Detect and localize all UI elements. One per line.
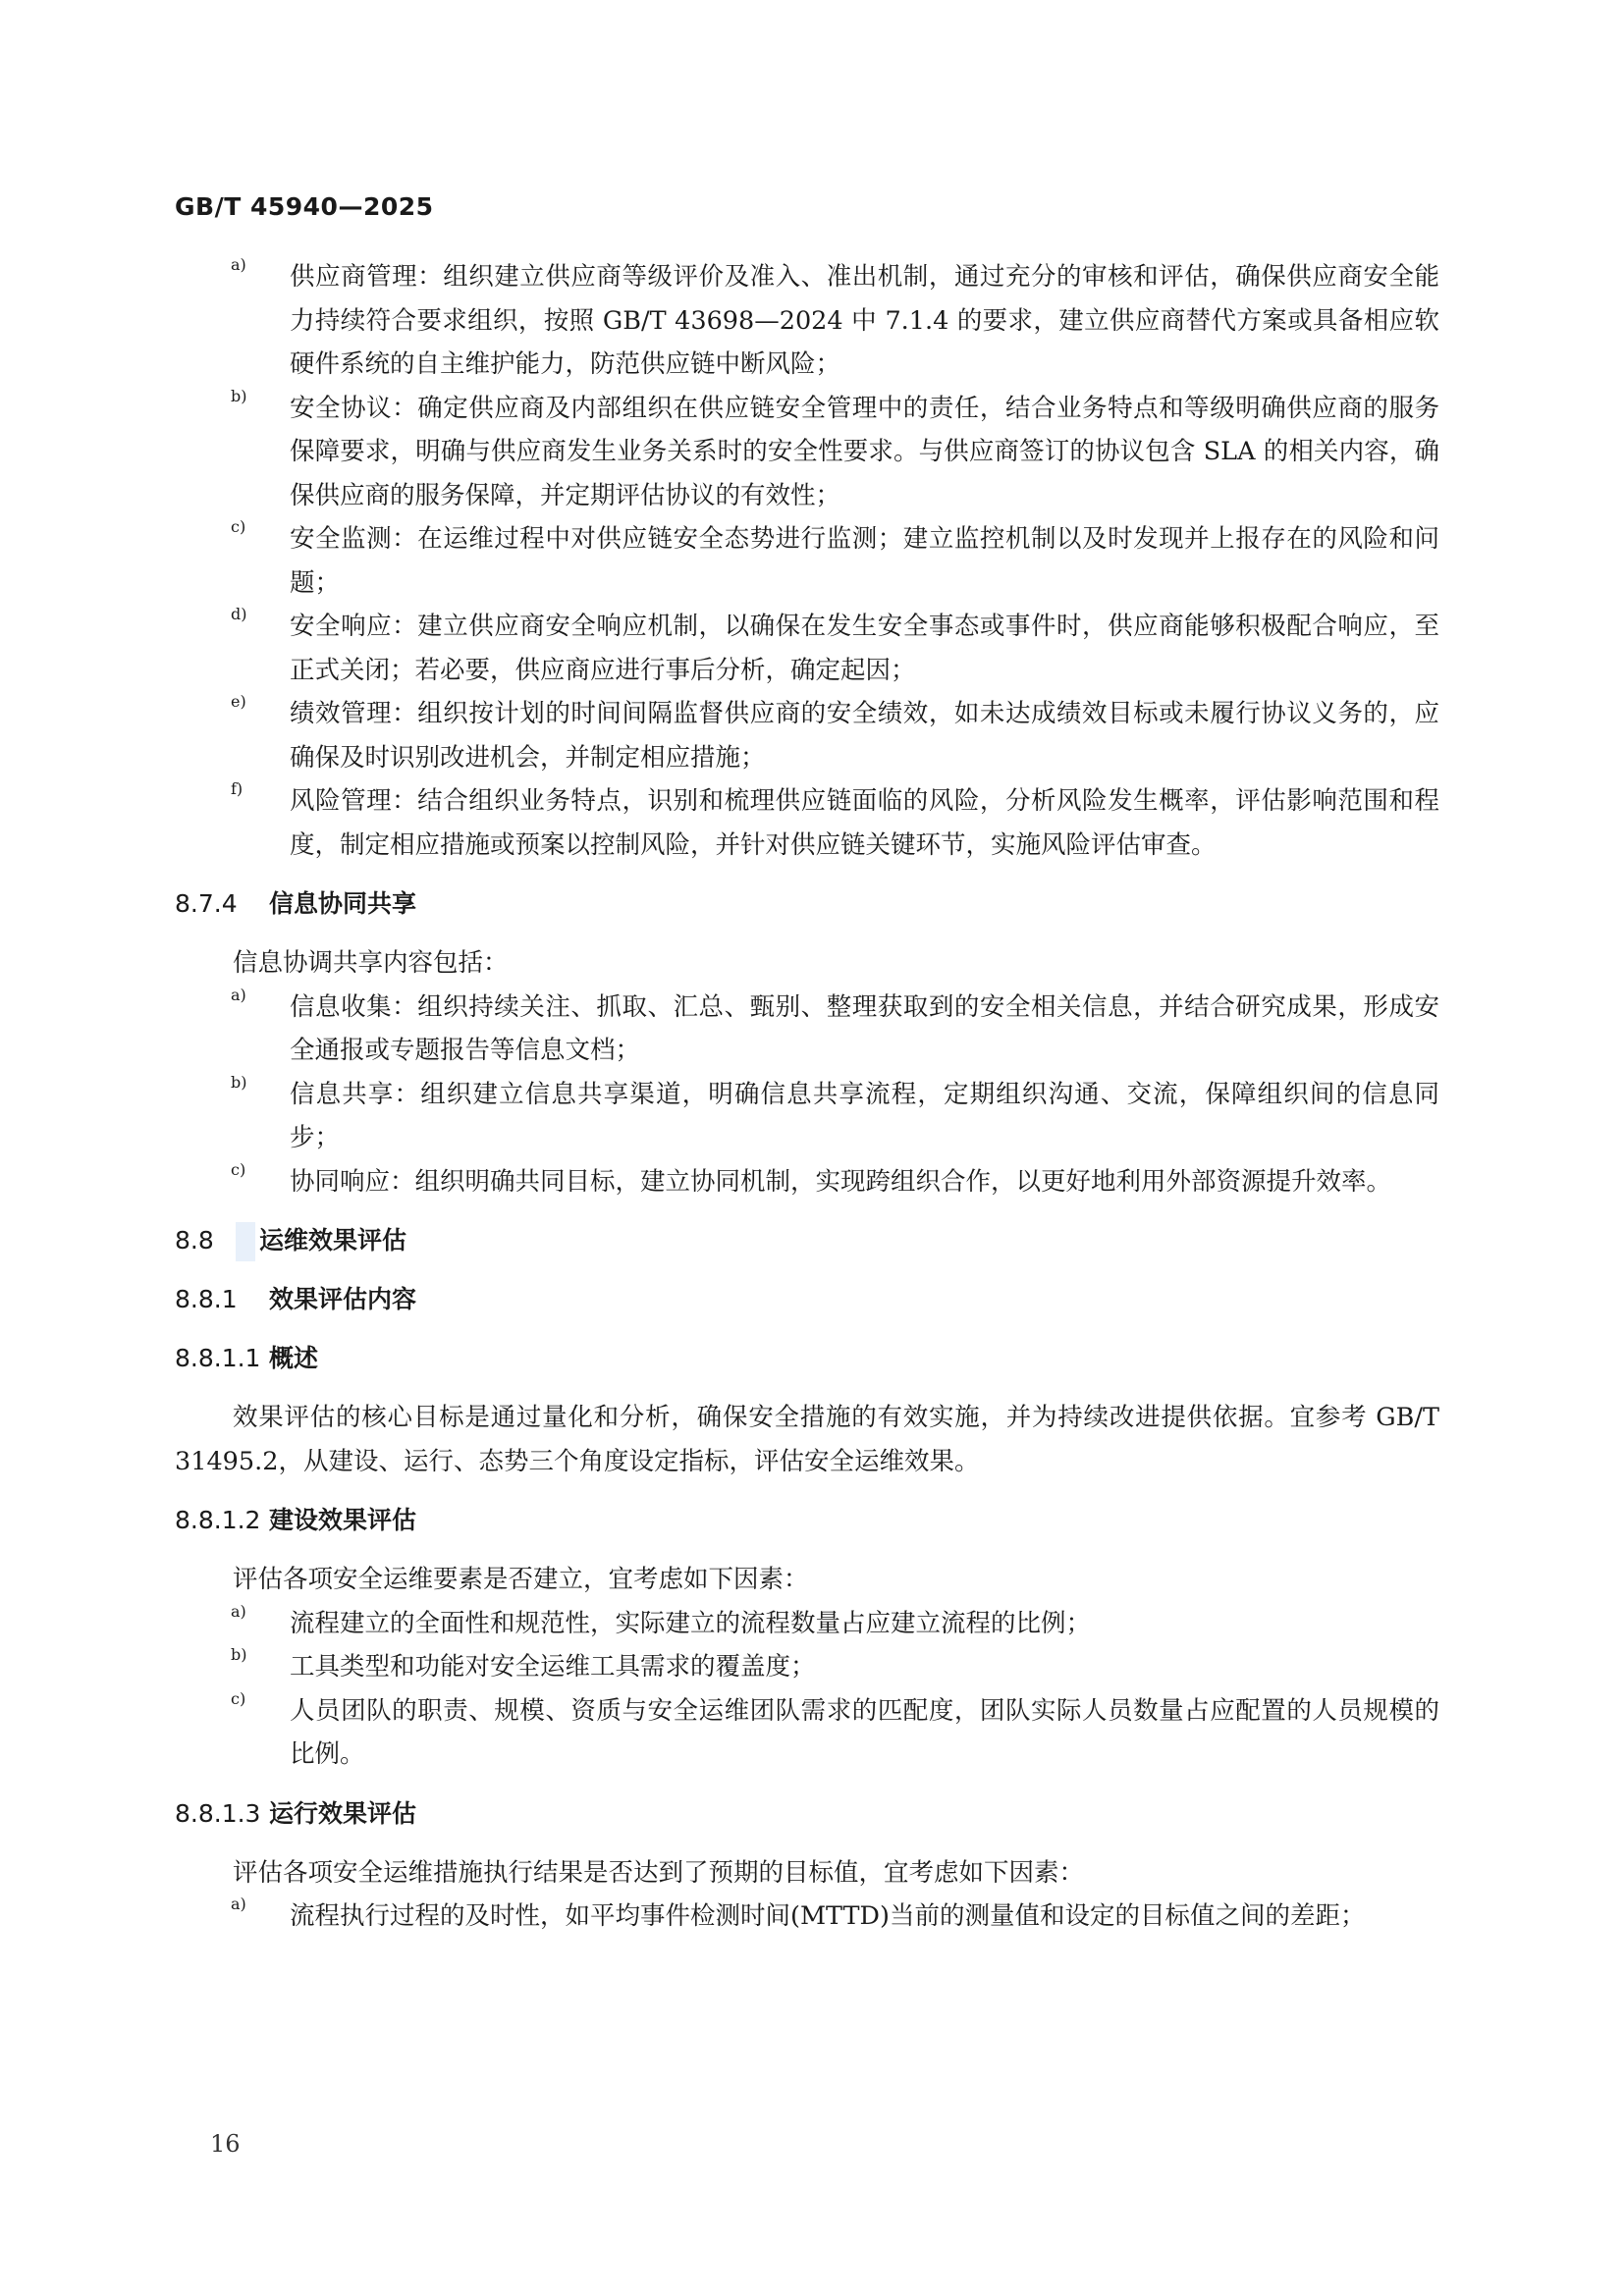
section-number: 8.8 [175,1226,214,1255]
list-label: c) [231,1688,246,1708]
list-item [175,605,1439,692]
list-text: 安全协议：确定供应商及内部组织在供应链安全管理中的责任，结合业务特点和等级明确供应商的服务保障要求，明确与供应商发生业务关系时的安全性要求。与供应商签订的协议包含 SLA 的相关内容，确保供应商的服务保障，并定期评估协议的有效性； [290,393,1439,510]
section-paragraph: 效果评估的核心目标是通过量化和分析，确保安全措施的有效实施，并为持续改进提供依据。宜参考 GB/T 31495.2，从建设、运行、态势三个角度设定指标，评估安全运维效果。 [175,1403,1439,1476]
list-label: c) [231,1159,246,1179]
list-label: a) [231,255,246,274]
list-text: 流程建立的全面性和规范性，实际建立的流程数量占应建立流程的比例； [290,1608,1092,1638]
list-text: 人员团队的职责、规模、资质与安全运维团队需求的匹配度，团队实际人员数量占应配置的人员规模的比例。 [290,1695,1439,1769]
list-label: b) [231,386,247,405]
list-label: e) [231,692,246,711]
list-item [175,387,1439,518]
section-title: 运行效果评估 [269,1798,417,1828]
list-item [175,986,1439,1073]
list-item [175,1645,1439,1689]
list-item [175,517,1439,605]
section-title: 效果评估内容 [269,1285,417,1313]
list-text: 安全响应：建立供应商安全响应机制，以确保在发生安全事态或事件时，供应商能够积极配合响应，至正式关闭；若必要，供应商应进行事后分析，确定起因； [290,612,1439,685]
list-item [175,1895,1439,1939]
list-text: 风险管理：结合组织业务特点，识别和梳理供应链面临的风险，分析风险发生概率，评估影响范围和程度，制定相应措施或预案以控制风险，并针对供应链关键环节，实施风险评估审查。 [290,786,1439,860]
section-heading-8-7-4 [175,882,1439,926]
list-label: b) [231,1072,247,1092]
list-label: d) [231,605,247,623]
document-id: GB/T 45940—2025 [175,192,434,221]
section-title: 运维效果评估 [259,1226,407,1255]
section-heading-8-8-1-2 [175,1499,1439,1542]
list-item [175,1073,1439,1160]
page-number: 16 [210,2130,241,2158]
list-item [175,1160,1439,1204]
section-number: 8.8.1.2 [175,1506,261,1534]
list-text: 安全监测：在运维过程中对供应链安全态势进行监测；建立监控机制以及时发现并上报存在的风险和问题； [290,524,1439,598]
section-title: 概述 [269,1344,319,1372]
section-heading-8-8-1 [175,1278,1439,1321]
section-intro: 信息协调共享内容包括： [233,948,509,978]
section-heading-8-8-1-3 [175,1792,1439,1836]
section-title: 信息协同共享 [269,889,417,918]
list-item [175,692,1439,779]
section-number: 8.8.1.1 [175,1344,261,1372]
section-number: 8.8.1.3 [175,1798,261,1828]
section-intro: 评估各项安全运维措施执行结果是否达到了预期的目标值，宜考虑如下因素： [233,1857,1085,1888]
list-text: 工具类型和功能对安全运维工具需求的覆盖度； [290,1652,816,1682]
list-item [175,1689,1439,1777]
section-heading-8-8 [175,1219,1439,1262]
list-item [175,1602,1439,1646]
list-item [175,255,1439,387]
list-label: f) [231,779,244,798]
section-heading-8-8-1-1 [175,1337,1439,1380]
section-number: 8.8.1 [175,1285,238,1313]
list-text: 绩效管理：组织按计划的时间间隔监督供应商的安全绩效，如未达成绩效目标或未履行协议义务的，应确保及时识别改进机会，并制定相应措施； [290,699,1439,773]
list-text: 信息共享：组织建立信息共享渠道，明确信息共享流程，定期组织沟通、交流，保障组织间的信息同步； [290,1079,1439,1152]
list-label: a) [231,1601,246,1621]
list-label: a) [231,985,246,1004]
list-text: 流程执行过程的及时性，如平均事件检测时间(MTTD)当前的测量值和设定的目标值之间的差距； [290,1901,1366,1931]
list-text: 供应商管理：组织建立供应商等级评价及准入、准出机制，通过充分的审核和评估，确保供应商安全能力持续符合要求组织，按照 GB/T 43698—2024 中 7.1.4 的要求，建立供应商替代方案或具备相应软硬件系统的自主维护能力，防范供应链中断风险； [290,262,1439,379]
list-label: c) [231,517,246,536]
list-label: a) [231,1895,246,1913]
supplier-list [175,255,1439,867]
list-text: 信息收集：组织持续关注、抓取、汇总、甄别、整理获取到的安全相关信息，并结合研究成果，形成安全通报或专题报告等信息文档； [290,991,1439,1065]
section-intro: 评估各项安全运维要素是否建立，宜考虑如下因素： [233,1565,809,1594]
page-content [175,255,1439,1939]
list-label: b) [231,1645,247,1664]
section-number: 8.7.4 [175,889,238,918]
list-text: 协同响应：组织明确共同目标，建立协同机制，实现跨组织合作，以更好地利用外部资源提升效率。 [290,1166,1392,1197]
highlight-mark [236,1222,255,1261]
list-item [175,779,1439,867]
section-title: 建设效果评估 [269,1506,417,1534]
